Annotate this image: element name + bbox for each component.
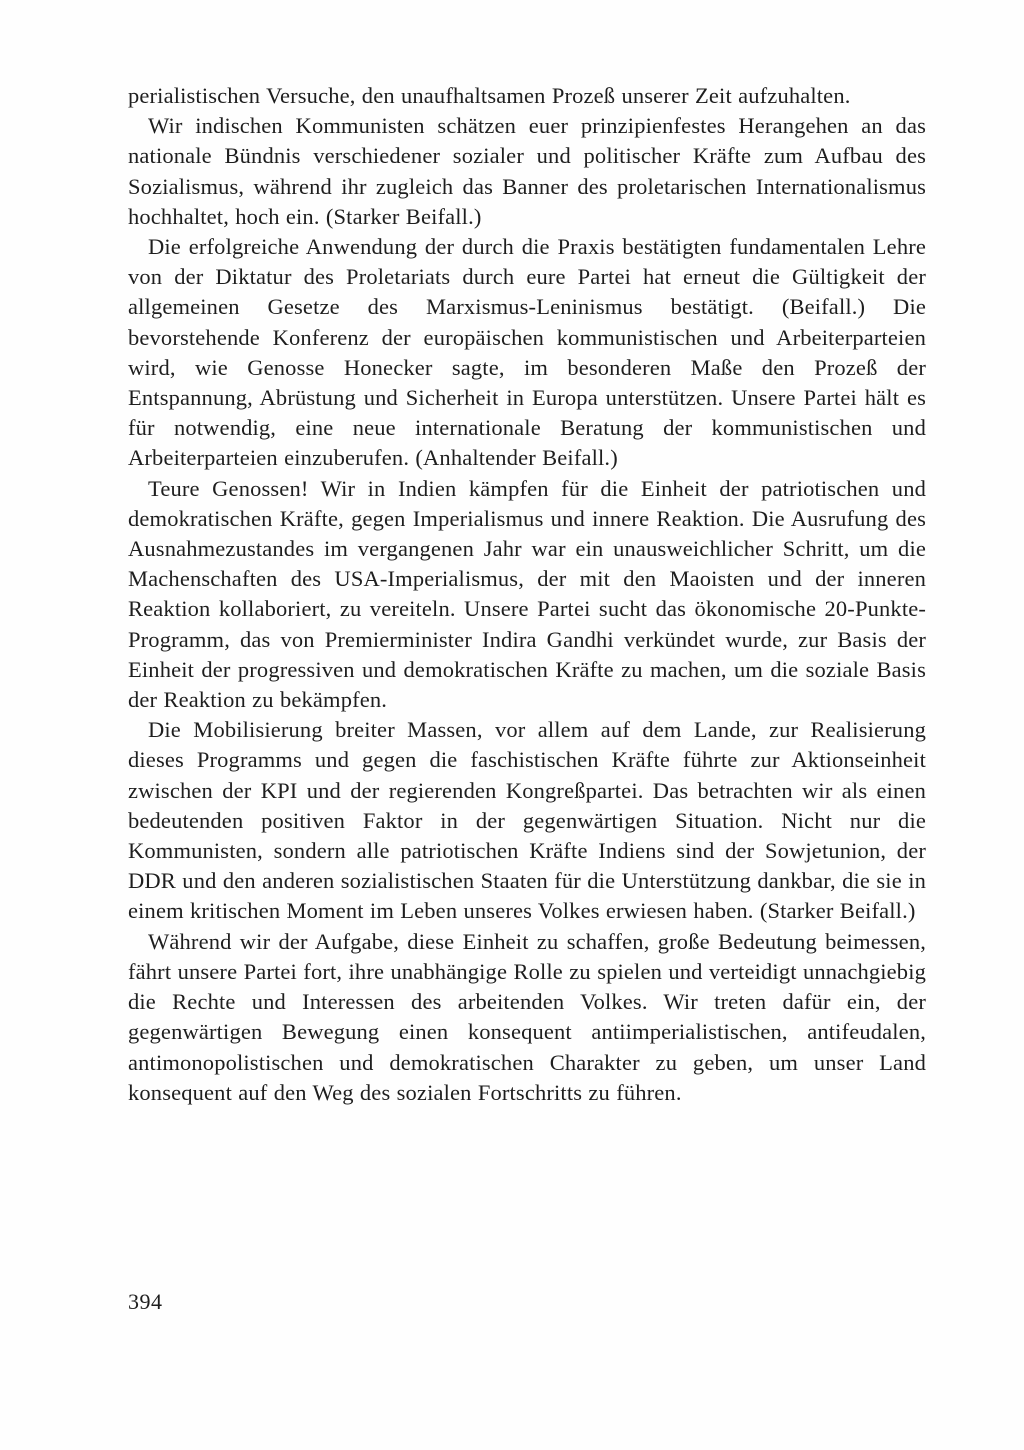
paragraph-1: perialistischen Versuche, den unaufhaltsamen Prozeß unserer Zeit aufzuhalten. [128, 83, 851, 108]
paragraph-5: Die Mobilisierung breiter Massen, vor allem auf dem Lande, zur Realisierung dieses Programms und gegen die faschistischen Kräfte führte zur Aktionseinheit zwischen der KPI und der regierenden Kongreßpartei. Das betrachten wir als einen bedeutenden positiven Faktor in der gegenwärtigen Situation. Nicht nur die Kommunisten, sondern alle patriotischen Kräfte Indiens sind der Sowjetunion, der DDR und den anderen sozialistischen Staaten für die Unterstützung dankbar, die sie in einem kritischen Moment im Leben unseres Volkes erwiesen haben. (Starker Beifall.) [128, 717, 926, 924]
paragraph-6: Während wir der Aufgabe, diese Einheit zu schaffen, große Bedeutung beimessen, fährt unsere Partei fort, ihre unabhängige Rolle zu spielen und verteidigt unnachgiebig die Rechte und Interessen des arbeitenden Volkes. Wir treten dafür ein, der gegenwärtigen Bewegung einen konsequent antiimperialistischen, antifeudalen, antimonopolistischen und demokratischen Charakter zu geben, um unser Land konsequent auf den Weg des sozialen Fortschritts zu führen. [128, 928, 926, 1105]
paragraph-2: Wir indischen Kommunisten schätzen euer prinzipienfestes Herangehen an das nationale Bündnis verschiedener sozialer und politischer Kräfte zum Aufbau des Sozialismus, während ihr zugleich das Banner des proletarischen Internationalismus hochhaltet, hoch ein. (Starker Beifall.) [128, 113, 926, 229]
page-number: 394 [128, 1289, 163, 1314]
body-text [128, 81, 926, 1108]
paragraph-4: Teure Genossen! Wir in Indien kämpfen für die Einheit der patriotischen und demokratischen Kräfte, gegen Imperialismus und innere Reaktion. Die Ausrufung des Ausnahmezustandes im vergangenen Jahr war ein unausweichlicher Schritt, um die Machenschaften des USA-Imperialismus, der mit den Maoisten und der inneren Reaktion kollaboriert, zu vereiteln. Unsere Partei sucht das ökonomische 20-Punkte-Programm, das von Premierminister Indira Gandhi verkündet wurde, zur Basis der Einheit der progressiven und demokratischen Kräfte zu machen, um die soziale Basis der Reaktion zu bekämpfen. [128, 475, 926, 713]
paragraph-3: Die erfolgreiche Anwendung der durch die Praxis bestätigten fundamentalen Lehre von der Diktatur des Proletariats durch eure Partei hat erneut die Gültigkeit der allgemeinen Gesetze des Marxismus-Leninismus bestätigt. (Beifall.) Die bevorstehende Konferenz der europäischen kommunistischen und Arbeiterparteien wird, wie Genosse Honecker sagte, im besonderen Maße den Prozeß der Entspannung, Abrüstung und Sicherheit in Europa unterstützen. Unsere Partei hält es für notwendig, eine neue internationale Beratung der kommunistischen und Arbeiterparteien einzuberufen. (Anhaltender Beifall.) [128, 234, 926, 471]
